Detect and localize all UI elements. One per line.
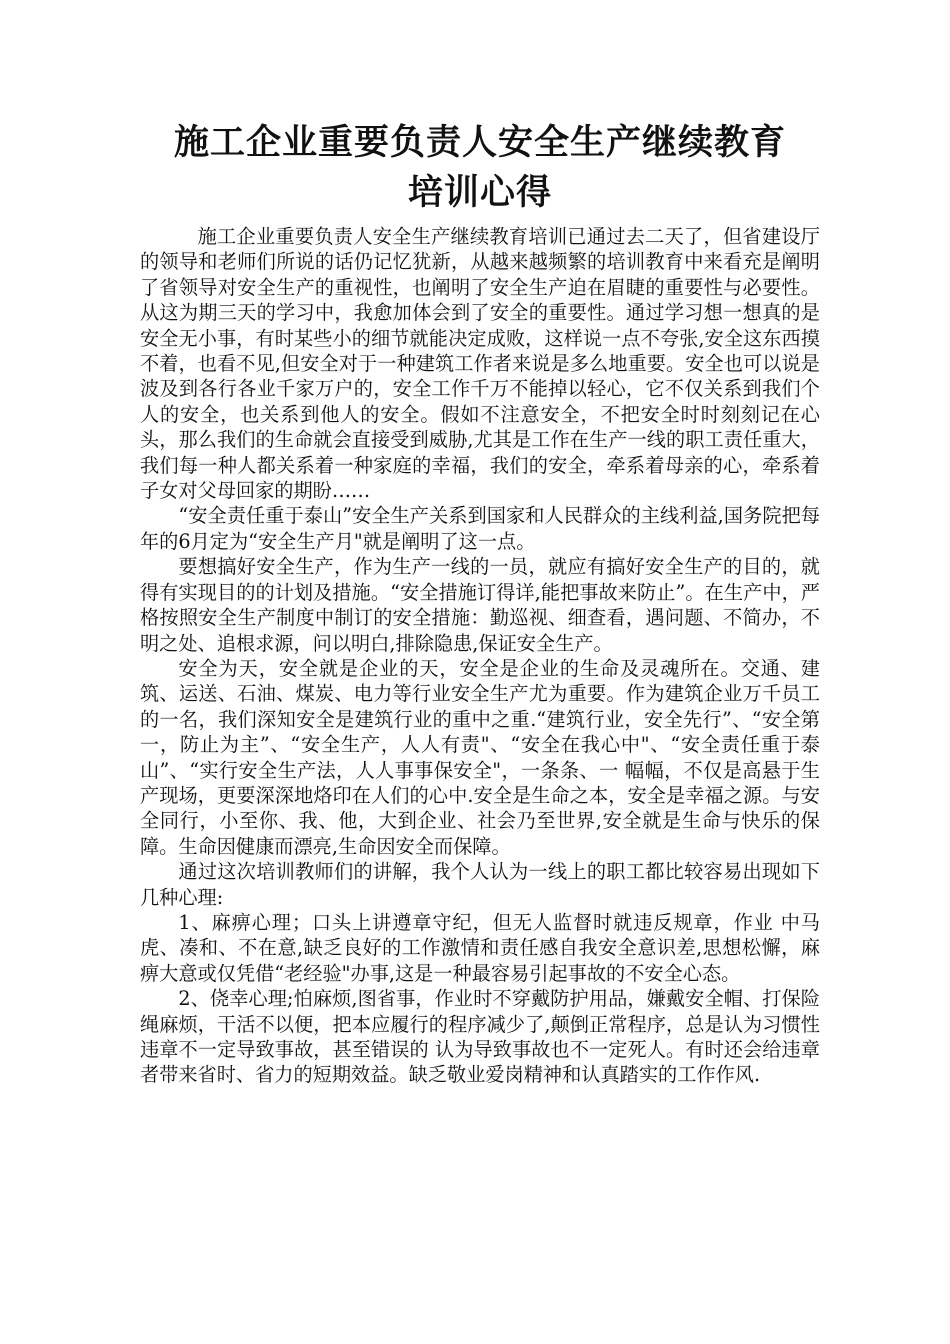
- paragraph: 施工企业重要负责人安全生产继续教育培训已通过去二天了，但省建设厅的领导和老师们所说的话仍记忆犹新，从越来越频繁的培训教育中来看充是阐明了省领导对安全生产的重视性，也阐明了安全生产迫在眉睫的重要性与必要性。 从这为期三天的学习中，我愈加体会到了安全的重要性。通过学习想一想真的是安全无小事，有时某些小的细节就能决定成败，这样说一点不夸张,安全这东西摸不着，也看不见,但安全对于一种建筑工作者来说是多么地重要。安全也可以说是波及到各行各业千家万户的，安全工作千万不能掉以轻心，它不仅关系到我们个人的安全，也关系到他人的安全。假如不注意安全，不把安全时时刻刻记在心头，那么我们的生命就会直接受到威胁,尤其是工作在生产一线的职工责任重大， 我们每一种人都关系着一种家庭的幸福，我们的安全，牵系着母亲的心，牵系着子女对父母回家的期盼……: [140, 225, 820, 503]
- paragraph: 1、麻痹心理；口头上讲遵章守纪，但无人监督时就违反规章，作业 中马虎、凑和、不在意,缺乏良好的工作激情和责任感自我安全意识差,思想松懈，麻痹大意或仅凭借“老经验"办事,这是一种最容易引起事故的不安全心态。: [140, 910, 820, 985]
- paragraph: 通过这次培训教师们的讲解，我个人认为一线上的职工都比较容易出现如下几种心理:: [140, 860, 820, 909]
- document-body: [140, 224, 820, 1088]
- paragraph: 安全为天，安全就是企业的天，安全是企业的生命及灵魂所在。交通、建筑、运送、石油、煤炭、电力等行业安全生产尤为重要。作为建筑企业万千员工的一名，我们深知安全是建筑行业的重中之重.“建筑行业，安全先行”、“安全第一，防止为主”、“安全生产，人人有责"、“安全在我心中"、“安全责任重于泰山”、“实行安全生产法，人人事事保安全"，一条条、一 幅幅，不仅是高悬于生产现场，更要深深地烙印在人们的心中.安全是生命之本，安全是幸福之源。与安全同行，小至你、我、他，大到企业、社会乃至世界,安全就是生命与快乐的保障。生命因健康而漂亮,生命因安全而保障。: [140, 656, 820, 858]
- paragraph: 2、侥幸心理;怕麻烦,图省事，作业时不穿戴防护用品，嫌戴安全帽、打保险绳麻烦，干活不以便，把本应履行的程序减少了,颠倒正常程序，总是认为习惯性违章不一定导致事故，甚至错误的 认为导致事故也不一定死人。有时还会给违章者带来省时、省力的短期效益。缺乏敬业爱岗精神和认真踏实的工作作风.: [140, 987, 820, 1087]
- document-title: [130, 118, 830, 218]
- paragraph: “安全责任重于泰山”安全生产关系到国家和人民群众的主线利益,国务院把每年的6月定为“安全生产月"就是阐明了这一点。: [140, 504, 820, 553]
- paragraph: 要想搞好安全生产，作为生产一线的一员，就应有搞好安全生产的目的，就得有实现目的的计划及措施。“安全措施订得详,能把事故来防止”。在生产中，严格按照安全生产制度中制订的安全措施：勤巡视、细查看，遇问题、不简办，不明之处、追根求源，问以明白,排除隐患,保证安全生产。: [140, 555, 820, 655]
- title-line-1: 施工企业重要负责人安全生产继续教育: [173, 122, 786, 163]
- title-line-2: 培训心得: [407, 172, 552, 213]
